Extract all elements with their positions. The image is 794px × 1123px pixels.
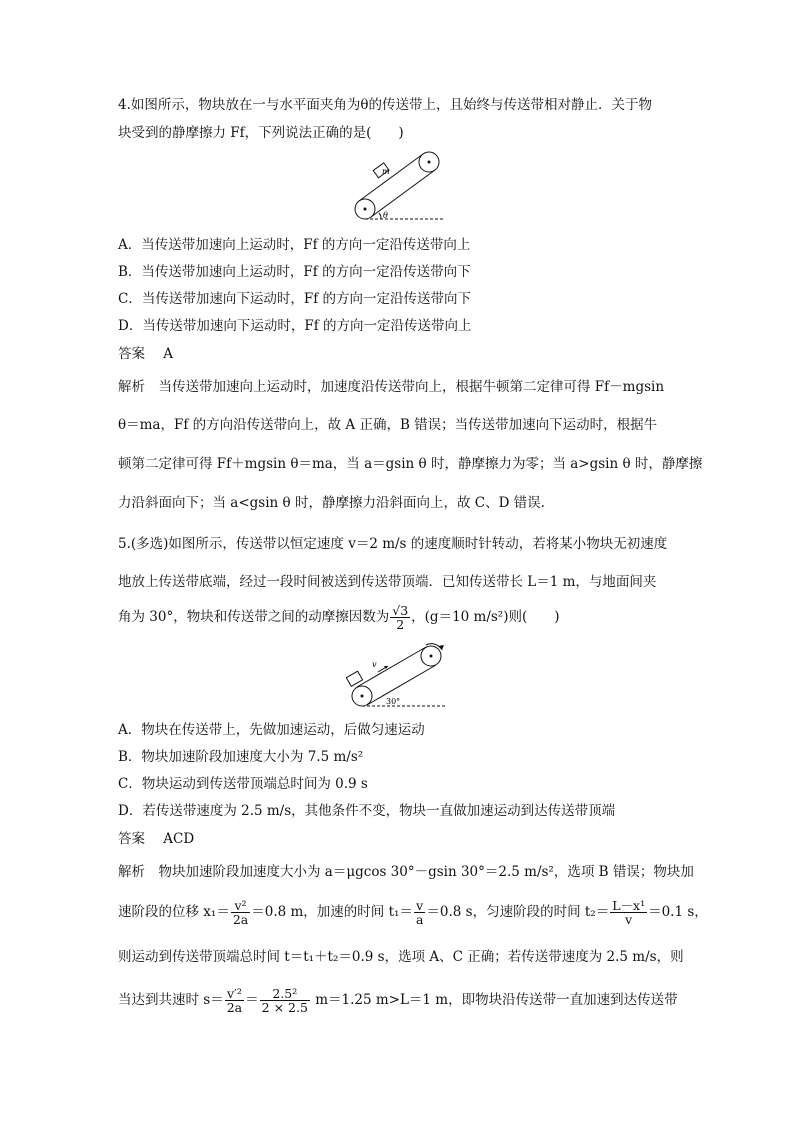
q4-angle-arc [379, 213, 381, 219]
q5-analysis-line2-d: ＝0.1 s， [648, 904, 708, 920]
q4-answer-label: 答案 [118, 346, 145, 362]
q4-belt-bottom [371, 170, 435, 217]
q4-option-d: D．当传送带加速向下运动时，Ff 的方向一定沿传送带向上 [118, 318, 472, 334]
q5-option-a: A．物块在传送带上，先做加速运动，后做匀速运动 [118, 722, 425, 738]
q5-belt-bottom [367, 665, 436, 705]
q5-analysis-line2-b: ＝0.8 m，加速的时间 t₁＝ [251, 904, 413, 920]
q5-fraction-x1 [231, 899, 250, 926]
q4-block-label: m [382, 167, 390, 176]
q4-analysis-line2: θ＝ma，Ff 的方向沿传送带向上，故 A 正确，B 错误；当传送带加速向下运动时，根据牛 [118, 417, 658, 433]
q5-mu-fraction [390, 604, 410, 631]
q4-answer-value: A [163, 346, 174, 362]
q4-conveyor-figure [345, 146, 445, 226]
q5-analysis-line4-c: m＝1.25 m>L＝1 m，即物块沿传送带一直加速到达传送带 [310, 992, 678, 1008]
q5-stem-line2: 地放上传送带底端，经过一段时间被送到传送带顶端．已知传送带长 L＝1 m，与地面间夹 [118, 574, 657, 590]
q5-mu-den: 2 [396, 617, 405, 632]
q5-analysis-line2-c: ＝0.8 s，匀速阶段的时间 t₂＝ [426, 904, 610, 920]
q4-answer [118, 345, 173, 363]
q4-option-b: B．当传送带加速向上运动时，Ff 的方向一定沿传送带向下 [118, 264, 471, 280]
q4-analysis-line1: 解析 当传送带加速向上运动时，加速度沿传送带向上，根据牛顿第二定律可得 Ff－mgsin [118, 379, 665, 395]
q5-stem-line1: 5.(多选)如图所示，传送带以恒定速度 v＝2 m/s 的速度顺时针转动，若将某小物块无初速度 [118, 536, 668, 552]
q5-f1-num: v² [231, 899, 250, 913]
q4-option-c: C．当传送带加速向下运动时，Ff 的方向一定沿传送带向下 [118, 291, 471, 307]
q5-analysis-line2-a: 速阶段的位移 x₁＝ [118, 904, 230, 920]
q5-answer-label: 答案 [118, 831, 145, 847]
q5-conveyor-figure [342, 642, 450, 712]
q5-f2-num: v [414, 899, 425, 913]
q5-f2-den: a [415, 912, 424, 927]
q4-theta-label: θ [383, 211, 388, 220]
q5-f4-den: 2a [226, 1000, 243, 1015]
q5-analysis-line4 [118, 985, 678, 1015]
q4-analysis-line3: 顿第二定律可得 Ff＋mgsin θ＝ma，当 a＝gsin θ 时，静摩擦力为零；当 a>gsin θ 时，静摩擦 [118, 456, 703, 472]
q5-analysis-line1: 解析 物块加速阶段加速度大小为 a＝μgcos 30°－gsin 30°＝2.5 m/s²，选项 B 错误；物块加 [118, 864, 694, 880]
q5-option-b: B．物块加速阶段加速度大小为 7.5 m/s² [118, 749, 364, 765]
q5-stem-line3-tail: ，(g＝10 m/s²)则( ) [411, 609, 560, 625]
q5-v-label: v [372, 660, 377, 669]
q5-stem-line3 [118, 604, 560, 631]
q4-stem-line1: 4.如图所示，物块放在一与水平面夹角为θ的传送带上，且始终与传送带相对静止．关于物 [118, 97, 653, 113]
q5-f5-den: 2 × 2.5 [261, 1000, 308, 1015]
q5-answer-value: ACD [163, 831, 195, 847]
q5-f3-den: v [625, 912, 633, 927]
q5-mu-num: √3 [392, 603, 409, 618]
q5-f1-den: 2a [232, 912, 249, 927]
q5-fraction-t2 [610, 899, 647, 926]
q5-fraction-t1 [414, 899, 425, 926]
q5-f3-num: L－x¹ [612, 898, 646, 913]
q5-option-d: D．若传送带速度为 2.5 m/s，其他条件不变，物块一直做加速运动到达传送带顶端 [118, 803, 616, 819]
q5-block [346, 671, 362, 686]
q4-analysis-line4: 力沿斜面向下；当 a<gsin θ 时，静摩擦力沿斜面向上，故 C、D 错误. [118, 495, 545, 511]
q5-analysis-line4-a: 当达到共速时 s＝ [118, 992, 224, 1008]
q5-f4-num: v′² [225, 987, 244, 1001]
q5-analysis-line3: 则运动到传送带顶端总时间 t＝t₁＋t₂＝0.9 s，选项 A、C 正确；若传送带速度为 2.5 m/s，则 [118, 949, 684, 965]
q4-belt-top [359, 154, 423, 201]
q4-option-a: A．当传送带加速向上运动时，Ff 的方向一定沿传送带向上 [118, 237, 471, 253]
q5-option-c: C．物块运动到传送带顶端总时间为 0.9 s [118, 776, 368, 792]
q5-analysis-line2 [118, 897, 708, 927]
q4-stem-line2: 块受到的静摩擦力 Ff，下列说法正确的是( ) [118, 125, 404, 141]
q5-belt-top [357, 647, 426, 687]
q5-answer [118, 830, 194, 848]
q5-analysis-line4-b: ＝ [245, 992, 259, 1008]
q5-stem-line3-text: 角为 30°，物块和传送带之间的动摩擦因数为 [118, 609, 390, 625]
q5-fraction-value [260, 987, 310, 1014]
q5-f5-num: 2.5² [260, 987, 310, 1001]
q5-angle-label: 30° [386, 697, 401, 706]
q5-fraction-s [225, 987, 244, 1014]
